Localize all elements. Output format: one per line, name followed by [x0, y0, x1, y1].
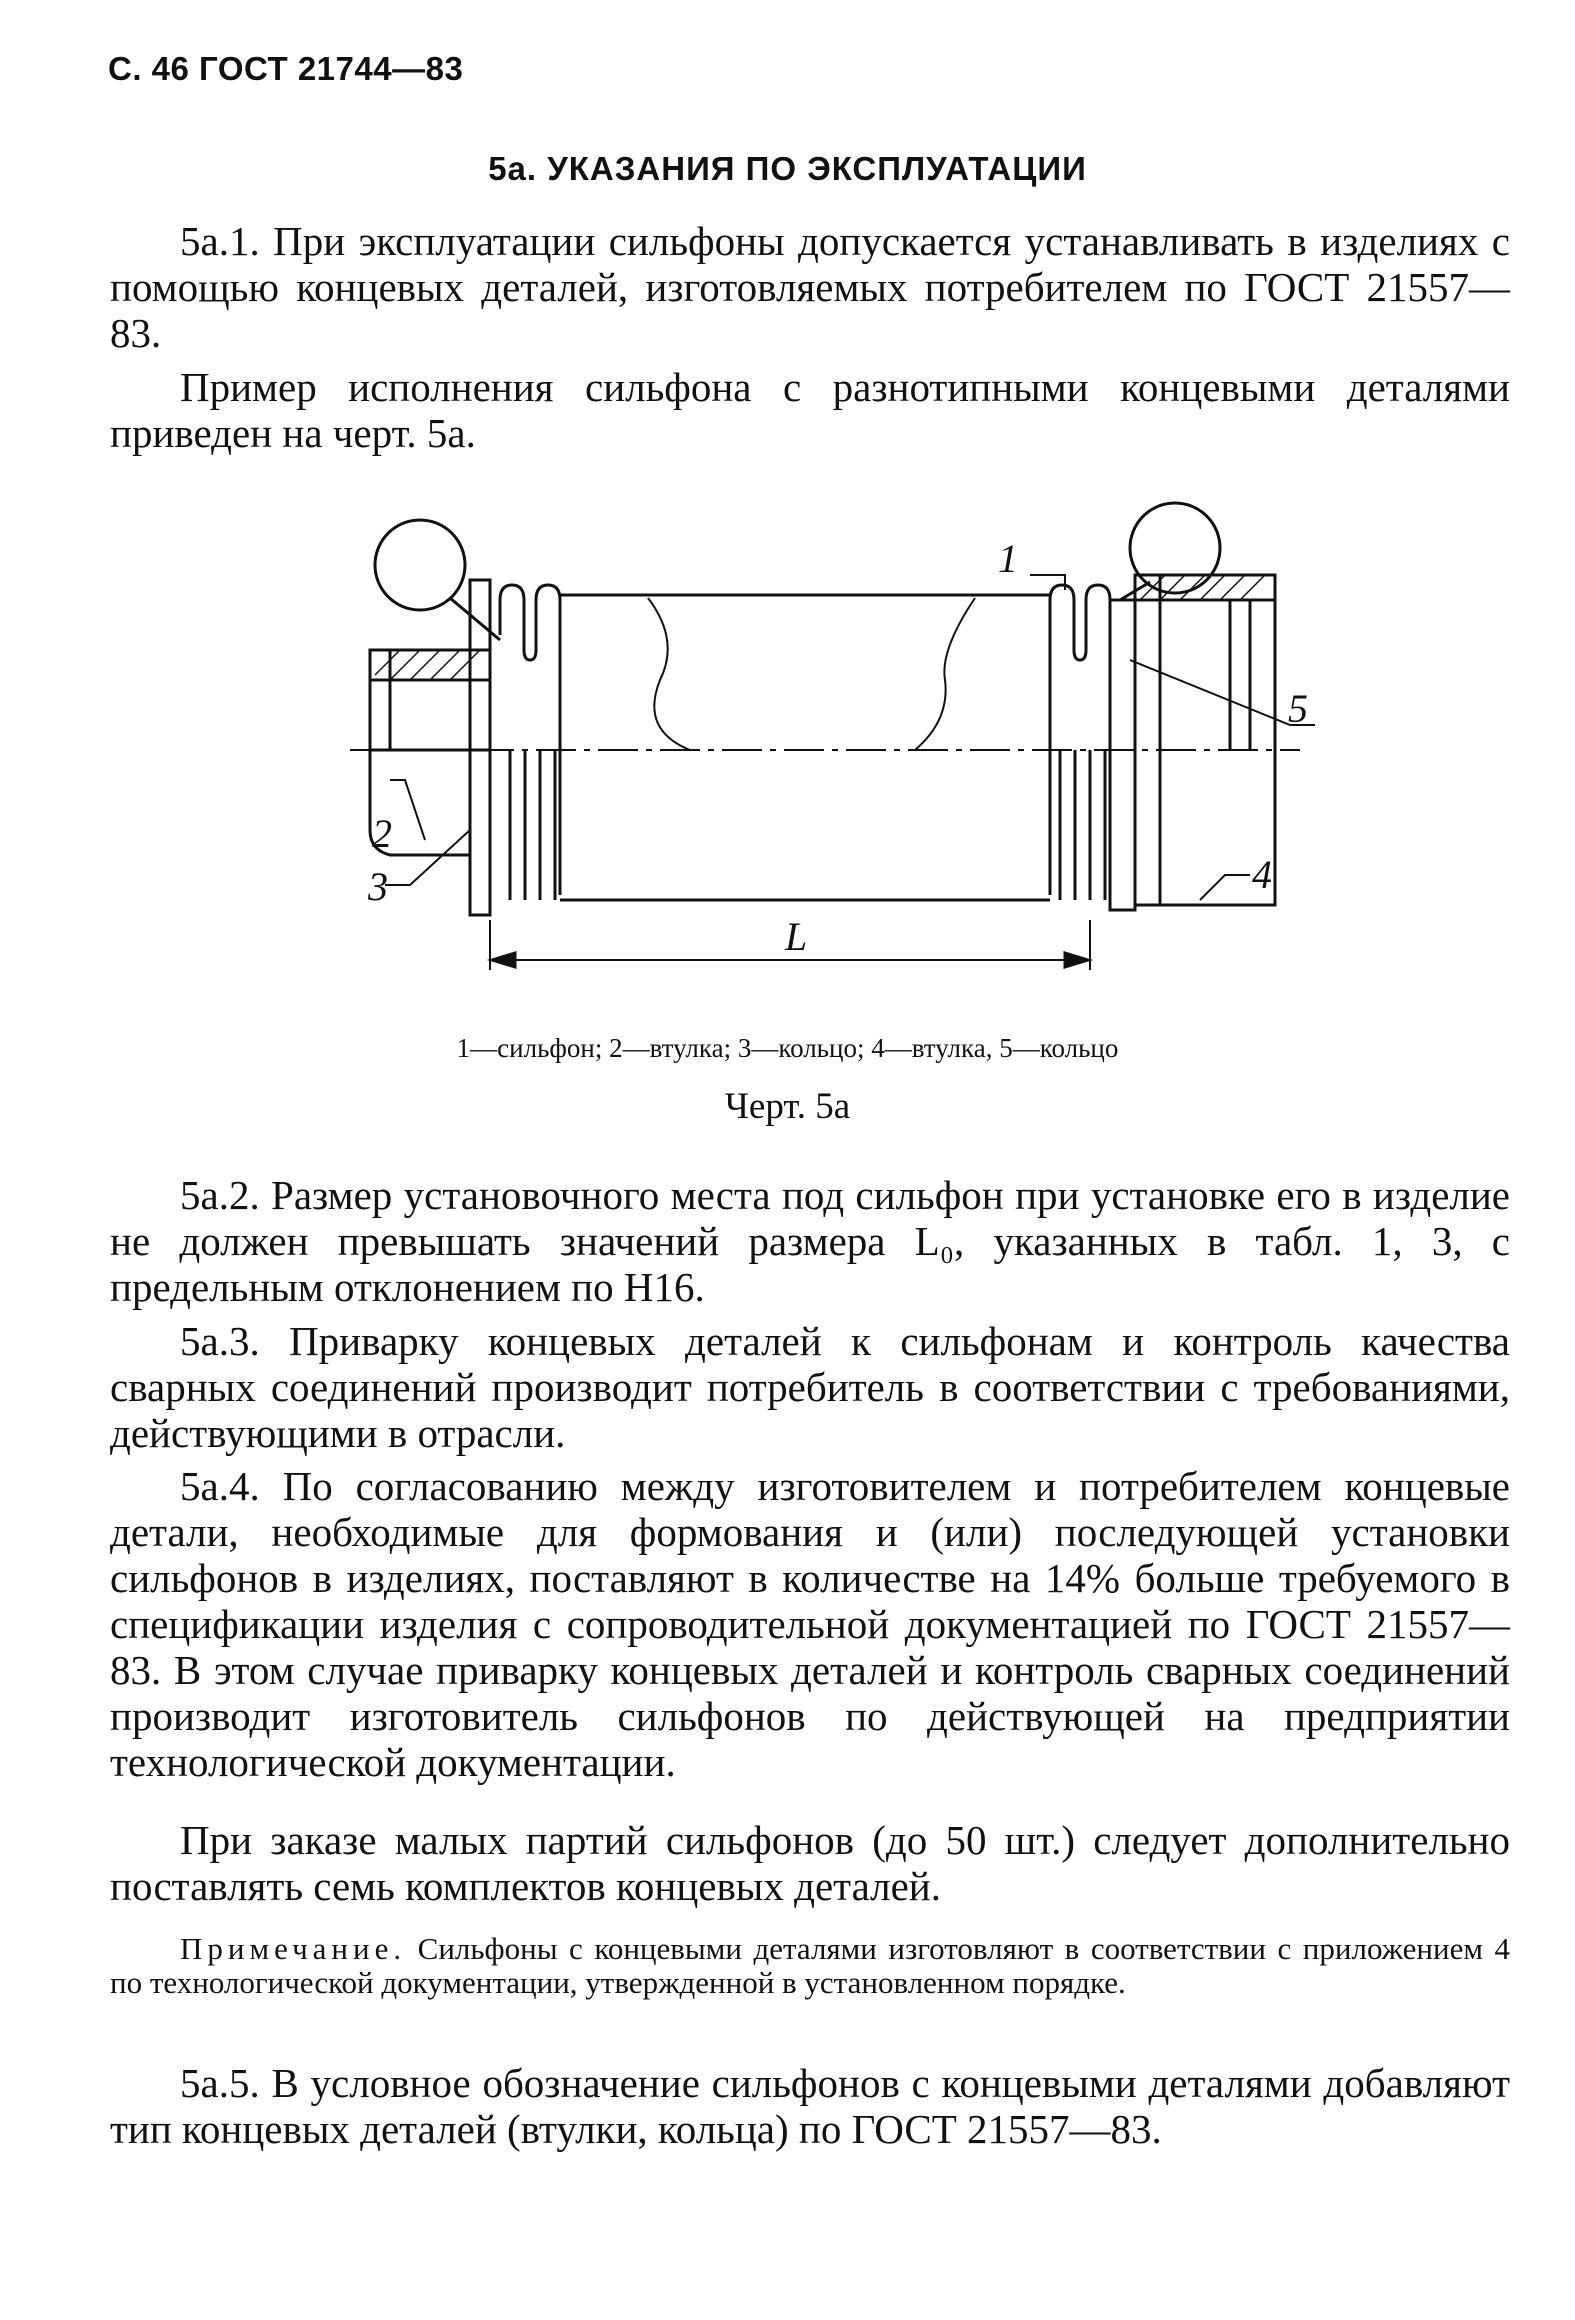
paragraph-example: Пример исполнения сильфона с разнотипными концевыми деталями приведен на черт. 5а.: [110, 364, 1510, 456]
page-header: С. 46 ГОСТ 21744—83: [108, 50, 464, 87]
label-5: 5: [1288, 686, 1308, 731]
paragraph-small-batches: При заказе малых партий сильфонов (до 50 шт.) следует дополнительно поставлять семь комплектов концевых деталей.: [110, 1817, 1510, 1909]
paragraph-5a4: 5а.4. По согласованию между изготовителем и потребителем концевые детали, необходимые для формования и (или) последующей установки сильфонов в изделиях, поставляют в количестве на 14% больше требуемого в спецификации изделия с сопроводительной документацией по ГОСТ 21557—83. В этом случае приварку концевых деталей и контроль сварных соединений производит изготовитель сильфонов по действующей на предприятии технологической документации.: [110, 1463, 1510, 1785]
note-text: Сильфоны с концевыми деталями изготовляют в соответствии с приложением 4 по технологической документации, утвержденной в установленном порядке.: [110, 1931, 1511, 2000]
dimension-L-label: L: [785, 914, 808, 959]
label-4: 4: [1252, 852, 1272, 897]
note: [110, 1932, 1510, 2000]
label-3: 3: [368, 864, 388, 909]
figure-title: Черт. 5а: [724, 1086, 851, 1127]
paragraph-5a5: 5а.5. В условное обозначение сильфонов с концевыми деталями добавляют тип концевых деталей (втулки, кольца) по ГОСТ 21557—83.: [110, 2060, 1510, 2152]
label-2: 2: [372, 811, 392, 856]
paragraph-5a3: 5а.3. Приварку концевых деталей к сильфонам и контроль качества сварных соединений производит потребитель в соответствии с требованиями, действующими в отрасли.: [110, 1318, 1510, 1456]
note-label: Примечание.: [180, 1931, 407, 1966]
section-title: 5а. УКАЗАНИЯ ПО ЭКСПЛУАТАЦИИ: [488, 150, 1087, 187]
paragraph-5a2: 5а.2. Размер установочного места под сильфон при установке его в изделие не должен превышать значений размера L₀, указанных в табл. 1, 3, с предельным отклонением по Н16.: [110, 1172, 1510, 1310]
figure-caption: 1—сильфон; 2—втулка; 3—кольцо; 4—втулка, 5—кольцо: [456, 1033, 1119, 1063]
paragraph-5a1: 5а.1. При эксплуатации сильфоны допускается устанавливать в изделиях с помощью концевых деталей, изготовляемых потребителем по ГОСТ 21557—83.: [110, 218, 1510, 356]
label-1: 1: [998, 536, 1018, 581]
bellows-drawing: [330, 500, 1308, 1030]
